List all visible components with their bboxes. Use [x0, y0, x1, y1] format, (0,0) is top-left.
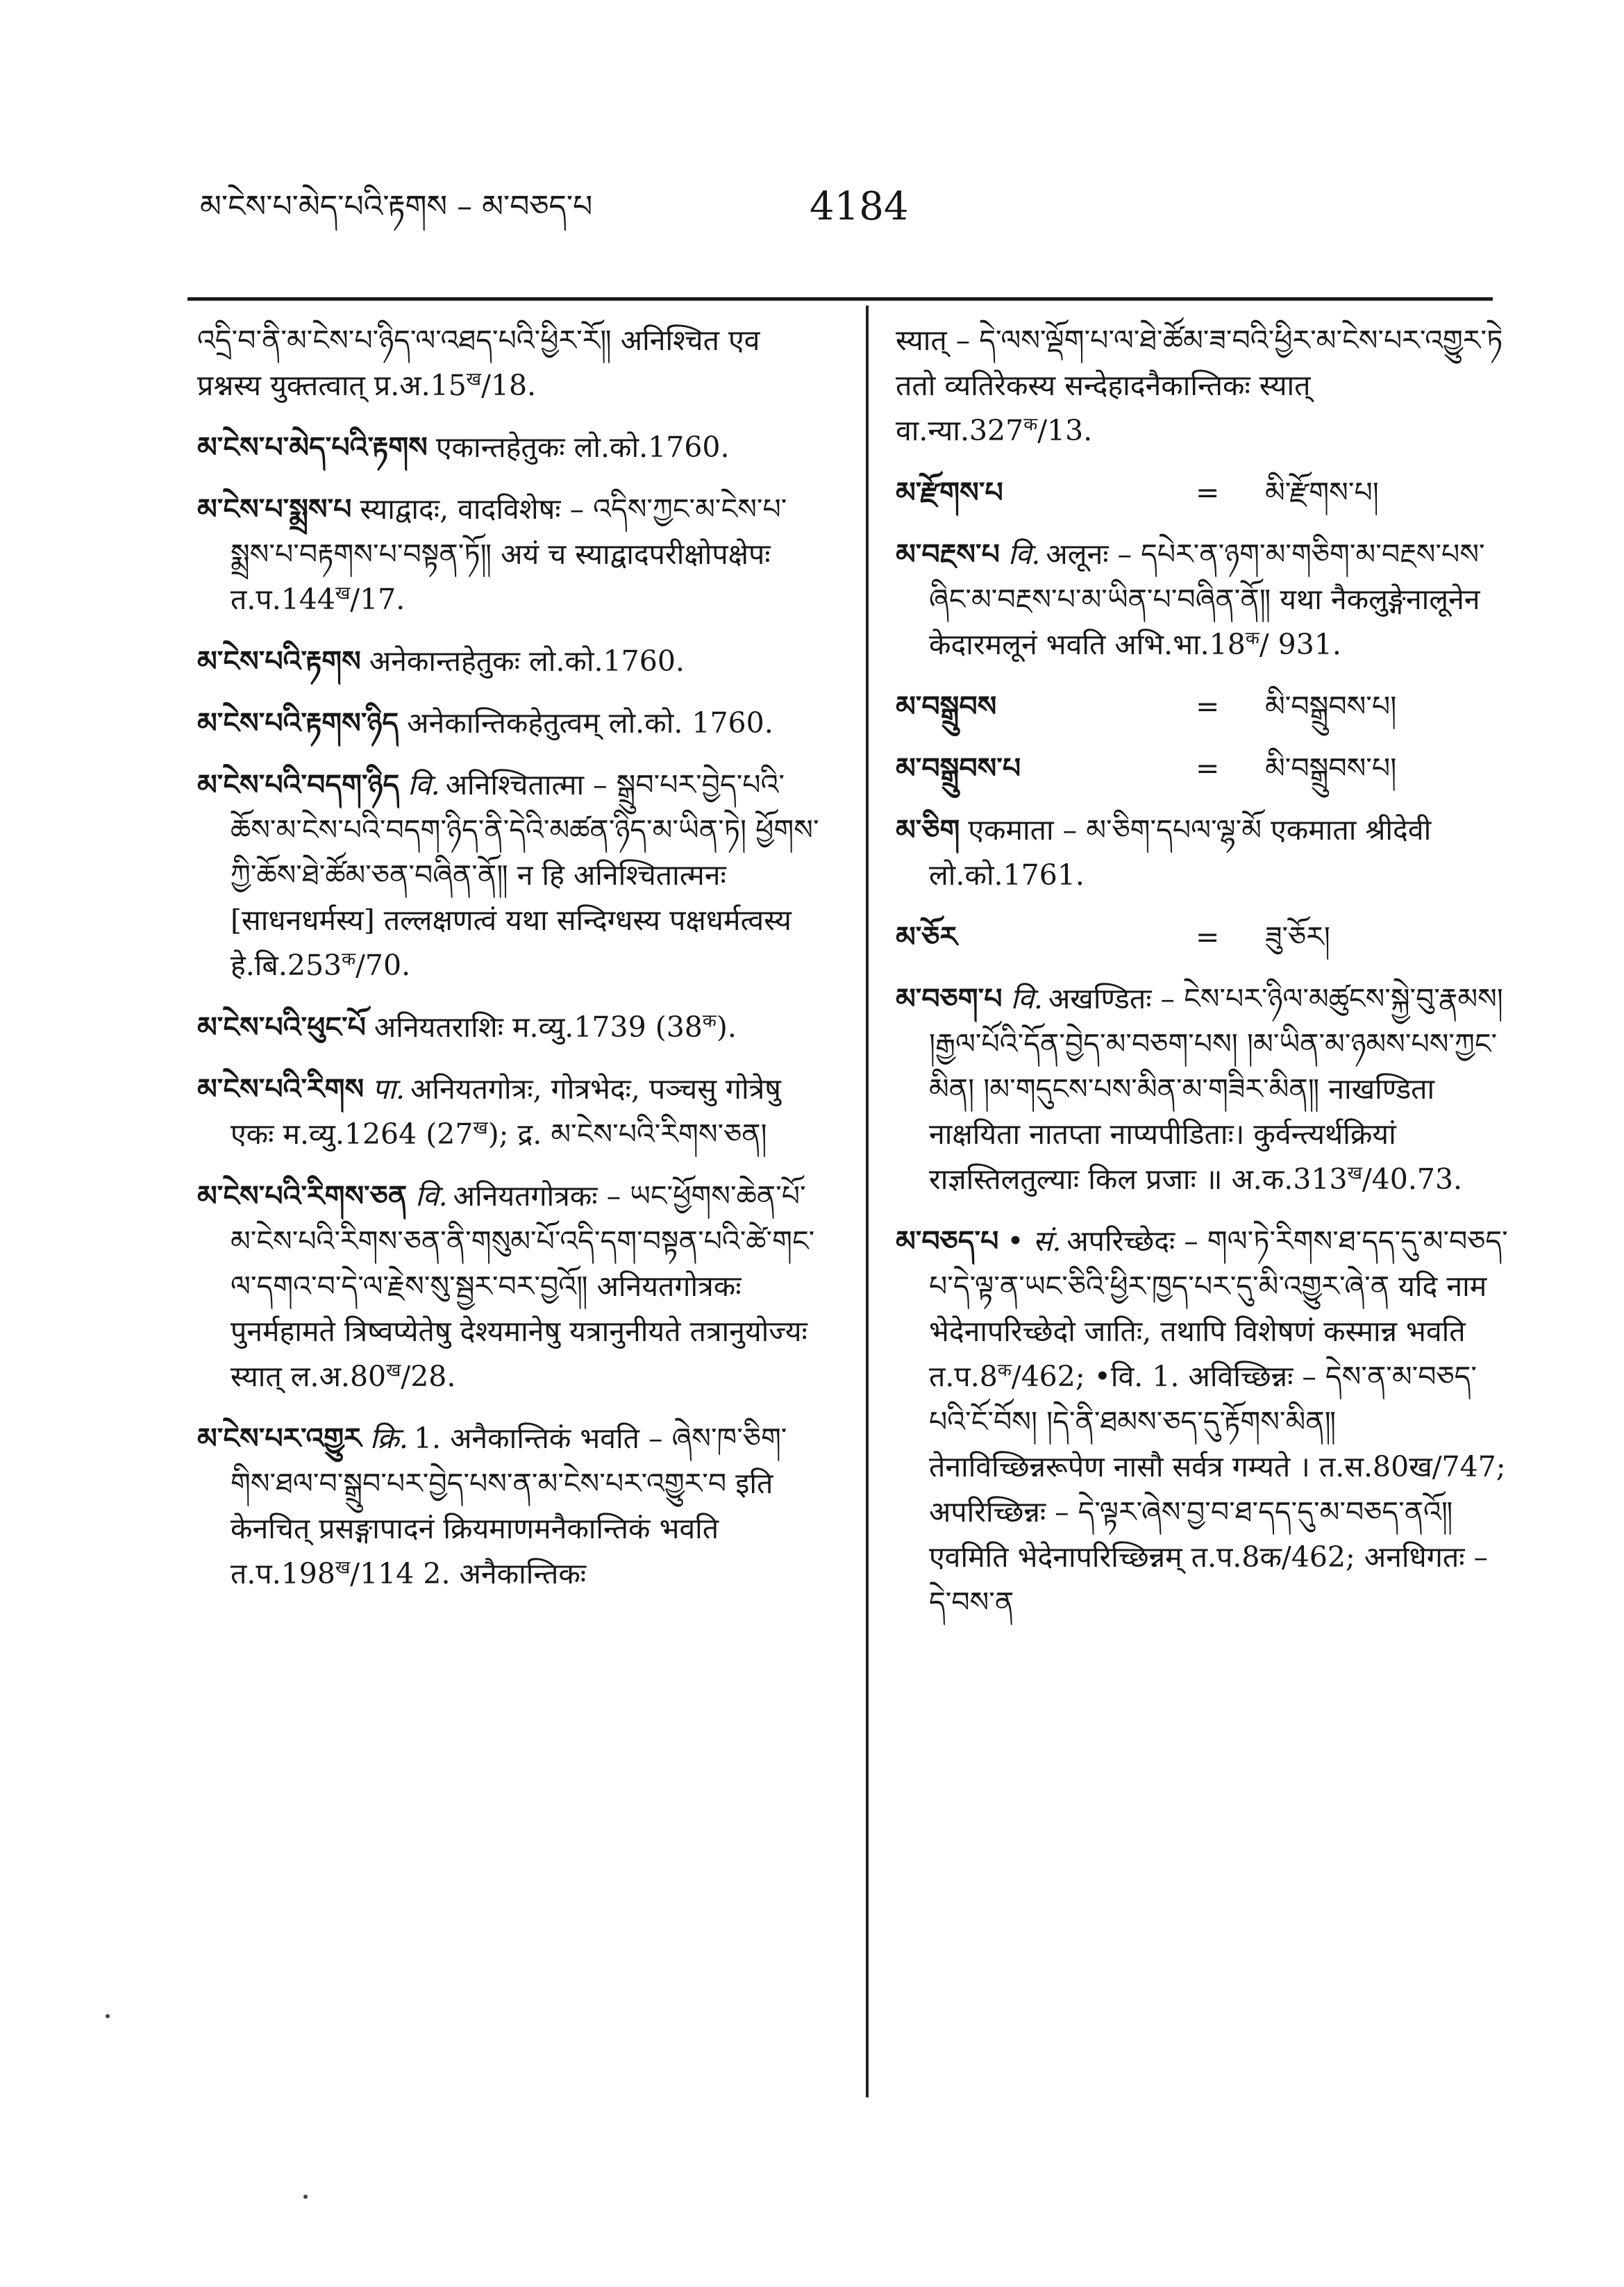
folio-side-marker: क [342, 949, 356, 970]
entry-headword: མ་རྫོགས་པ [896, 476, 1003, 509]
column-divider [866, 306, 869, 2097]
entry-headword: མ་ངེས་པའི་ཕུང་པོ [197, 1011, 366, 1044]
entry-reference-tail: /462; •वि. 1. अविच्छिन्नः – དེས་ན་མ་བཅད་པའི་ངོ་བོས། །དེ་ནི་ཐམས་ཅད་དུ་རྟོགས་མིན༎ तेनाविच्छिन्नरूपेण नासौ सर्वत्र गम्यते । त.स.80ख/747; अपरिच्छिन्नः – དེ་ལྟར་ཞེས་བྱ་བ་ཐ་དད་དུ་མ་བཅད་ནའོ༎ एवमिति भेदेनापरिच्छिन्नम् त.प.8क/462; अनधिगतः – དེ་བས་ན [929, 1360, 1506, 1619]
dictionary-entry [197, 639, 822, 684]
cross-reference-entry [896, 470, 1514, 515]
entry-headword: མ་བརྔས་པ [896, 538, 1000, 571]
entry-headword: མ་བཅད་པ [896, 1224, 999, 1258]
part-of-speech: वि. [1010, 982, 1043, 1015]
page-number: 4184 [810, 184, 909, 229]
entry-headword: མ་བསྒྲུབས [896, 690, 997, 723]
dictionary-entry [197, 1067, 822, 1157]
entry-headword: མ་ཅོར [896, 920, 958, 954]
folio-side-marker: ख [466, 369, 482, 390]
folio-side-marker: ख [335, 1557, 351, 1579]
equals-sign: = [1196, 751, 1220, 785]
dictionary-entry [197, 763, 822, 988]
entry-text: स्यात् – དེ་ལས་ལྡོག་པ་ལ་ཐེ་ཚོམ་ཟ་བའི་ཕྱིར་མ་ངེས་པར་འགྱུར་ཏེ ततो व्यतिरेकस्य सन्देहादनैकान्तिकः स्यात् वा.न्या.327 [896, 324, 1503, 447]
entry-text: अनेकान्तिकहेतुत्वम् लो.को. 1760. [407, 706, 773, 740]
entry-reference-tail: /28. [401, 1360, 456, 1393]
dictionary-entry [197, 1174, 822, 1399]
entry-reference-tail: /114 2. अनैकान्तिकः [350, 1557, 587, 1590]
entry-headword: མ་བཅག་པ [896, 982, 1003, 1015]
dictionary-entry [896, 808, 1514, 898]
entry-reference-tail: /17. [350, 583, 405, 616]
running-head: མ་ངེས་པ་མེད་པའི་རྟགས – མ་བཅད་པ [200, 189, 593, 224]
entry-headword: མ་ངེས་པའི་རྟགས་ཉིད [197, 706, 399, 740]
stray-dot [303, 2195, 308, 2199]
entry-headword: མ་ཅིག [896, 813, 960, 847]
entry-text: अनेकान्तहेतुकः लो.को.1760. [369, 644, 685, 678]
entry-text: अनियतगोत्रः, गोत्रभेदः, पञ्चसु गोत्रेषु एकः म.व्यु.1264 (27 [231, 1072, 781, 1151]
cross-reference-target: མི་རྫོགས་པ། [1265, 476, 1379, 509]
right-column [896, 318, 1514, 1642]
entry-text: अलूनः – དཔེར་ན་ཉག་མ་གཅིག་མ་བརྔས་པས་ཞིང་མ་བརྔས་པ་མ་ཡིན་པ་བཞིན་ནོ༎ यथा नैकलुङ्गेनालूनेन केदारमलूनं भवति अभि.भा.18 [929, 538, 1485, 661]
dictionary-entry [197, 1416, 822, 1597]
equals-sign: = [1196, 476, 1220, 509]
entry-text: अनिश्चितात्मा – སྒྲུབ་པར་བྱེད་པའི་ཆོས་མ་ངེས་པའི་བདག་ཉིད་ནི་དེའི་མཚན་ཉིད་མ་ཡིན་ཏེ། ཕྱོགས་ཀྱི་ཆོས་ཐེ་ཚོམ་ཅན་བཞིན་ནོ༎ न हि अनिश्चितात्मनः [साधनधर्मस्य] तल्लक्षणत्वं यथा सन्दिग्धस्य पक्षधर्मत्वस्य हे.बि.253 [231, 768, 819, 982]
folio-side-marker: ख [1347, 1163, 1362, 1184]
entry-headword: མ་ངེས་པའི་བདག་ཉིད [197, 768, 400, 801]
entry-reference-tail: ); द्र. མ་ངེས་པའི་རིགས་ཅན། [487, 1117, 767, 1151]
part-of-speech: वि. [408, 768, 440, 801]
stray-dot [106, 2014, 110, 2018]
entry-headword: མ་ངེས་པ་མེད་པའི་རྟགས [197, 431, 428, 464]
header-rule [187, 297, 1493, 301]
entry-headword: མ་ངེས་པའི་རིགས་ཅན [197, 1179, 408, 1213]
part-of-speech: क्रि. [369, 1422, 408, 1455]
entry-reference-tail: /70. [355, 949, 411, 982]
entry-headword: མ་ངེས་པའི་རིགས [197, 1072, 365, 1106]
folio-side-marker: ख [473, 1117, 488, 1139]
dictionary-entry [197, 487, 822, 622]
cross-reference-target: མི་བསྒྲུབས་པ། [1265, 690, 1397, 723]
entry-text: एकमाता – མ་ཅིག་དཔལ་ལྷ་མོ एकमाता श्रीदेवी लो.को.1761. [929, 813, 1432, 892]
part-of-speech: वि. [415, 1179, 448, 1213]
dictionary-entry [896, 976, 1514, 1202]
cross-reference-entry [896, 684, 1514, 729]
entry-reference-tail: /13. [1037, 414, 1093, 447]
entry-headword: མ་ངེས་པར་འགྱུར [197, 1422, 362, 1455]
entry-reference-tail: /40.73. [1362, 1163, 1463, 1196]
cross-reference-entry [896, 915, 1514, 960]
folio-side-marker: क [1245, 628, 1259, 649]
entry-text: स्याद्वादः, वादविशेषः – འདིས་ཀྱང་མ་ངེས་པ་སྨྲས་པ་བརྟགས་པ་བསྟན་ཏོ༎ अयं च स्याद्वादपरीक्षोपक्षेपः त.प.144 [231, 492, 787, 616]
entry-reference-tail: ). [716, 1011, 737, 1044]
entry-continuation [197, 318, 822, 408]
folio-side-marker: क [1023, 414, 1038, 435]
dictionary-entry [197, 701, 822, 746]
entry-reference-tail: / 931. [1259, 628, 1341, 661]
entry-headword: མ་བསྒྲུབས་པ [896, 751, 1021, 785]
equals-sign: = [1196, 920, 1220, 954]
entry-reference-tail: /18. [481, 369, 537, 402]
dictionary-entry [197, 425, 822, 470]
entry-continuation [896, 318, 1514, 454]
entry-text: अखण्डितः – ངེས་པར་ཉིལ་མཚུངས་སྐྱེ་བུ་རྣམས། །རྒྱལ་པོའི་དོན་བྱེད་མ་བཅག་པས། །མ་ཡིན་མ་ཉམས་པས་ཀྱང་མིན། །མ་གདུངས་པས་མིན་མ་གཟིར་མིན༎ नाखण्डिता नाक्षयिता नातप्ता नाप्यपीडिताः। कुर्वन्त्यर्थक्रियां राज्ञस्तिलतुल्याः किल प्रजाः ॥ अ.क.313 [929, 982, 1503, 1196]
folio-side-marker: क [702, 1011, 717, 1032]
folio-side-marker: ख [386, 1360, 401, 1381]
entry-text: 1. अनैकान्तिकं भवति – ཞེས་ཁ་ཅིག་གིས་ཐལ་བ་སྒྲུབ་པར་བྱེད་པས་ན་མ་ངེས་པར་འགྱུར་བ इति केनचित् प्रसङ्गापादनं क्रियमाणमनैकान्तिकं भवति त.प.198 [231, 1422, 787, 1590]
entry-text: अपरिच्छेदः – གལ་ཏེ་རིགས་ཐ་དད་དུ་མ་བཅད་པ་དེ་ལྟ་ན་ཡང་ཅིའི་ཕྱིར་ཁྱད་པར་དུ་མི་འགྱུར་ཞེ་ན यदि नाम भेदेनापरिच्छेदो जातिः, तथापि विशेषणं कस्मान्न भवति त.प.8 [929, 1224, 1508, 1393]
equals-sign: = [1196, 690, 1220, 723]
entry-text: एकान्तहेतुकः लो.को.1760. [435, 431, 730, 464]
entry-text: འདྲི་བ་ནི་མ་ངེས་པ་ཉིད་ལ་འཐད་པའི་ཕྱིར་རོ༎ अनिश्चित एव प्रश्नस्य युक्तत्वात् प्र.अ.15 [197, 324, 760, 402]
part-of-speech: वि. [1007, 538, 1041, 571]
entry-headword: མ་ངེས་པ་སྨྲས་པ [197, 492, 352, 526]
cross-reference-entry [896, 746, 1514, 791]
cross-reference-target: མི་བསྒྲུབས་པ། [1265, 751, 1397, 785]
left-column [197, 318, 822, 1613]
dictionary-entry [197, 1005, 822, 1050]
entry-text: अनियतगोत्रकः – ཡང་ཕྱོགས་ཆེན་པོ་མ་ངེས་པའི་རིགས་ཅན་ནི་གསུམ་པོ་འདི་དག་བསྟན་པའི་ཚེ་གང་ལ་དགའ་བ་དེ་ལ་རྗེས་སུ་སྦྱར་བར་བྱའོ༎ अनियतगोत्रकः पुनर्महामते त्रिष्वप्येतेषु देश्यमानेषु यत्रानुनीयते तत्रानुयोज्यः स्यात् ल.अ.80 [231, 1179, 815, 1393]
folio-side-marker: क [997, 1360, 1012, 1381]
part-of-speech: पा. [372, 1072, 405, 1106]
dictionary-entry [896, 1219, 1514, 1625]
cross-reference-target: ཟུ་ཅོར། [1265, 920, 1330, 954]
folio-side-marker: ख [335, 583, 351, 604]
dictionary-entry [896, 532, 1514, 667]
entry-headword: མ་ངེས་པའི་རྟགས [197, 644, 361, 678]
entry-text: अनियतराशिः म.व्यु.1739 (38 [374, 1011, 703, 1044]
part-of-speech: • सं. [1007, 1224, 1062, 1258]
